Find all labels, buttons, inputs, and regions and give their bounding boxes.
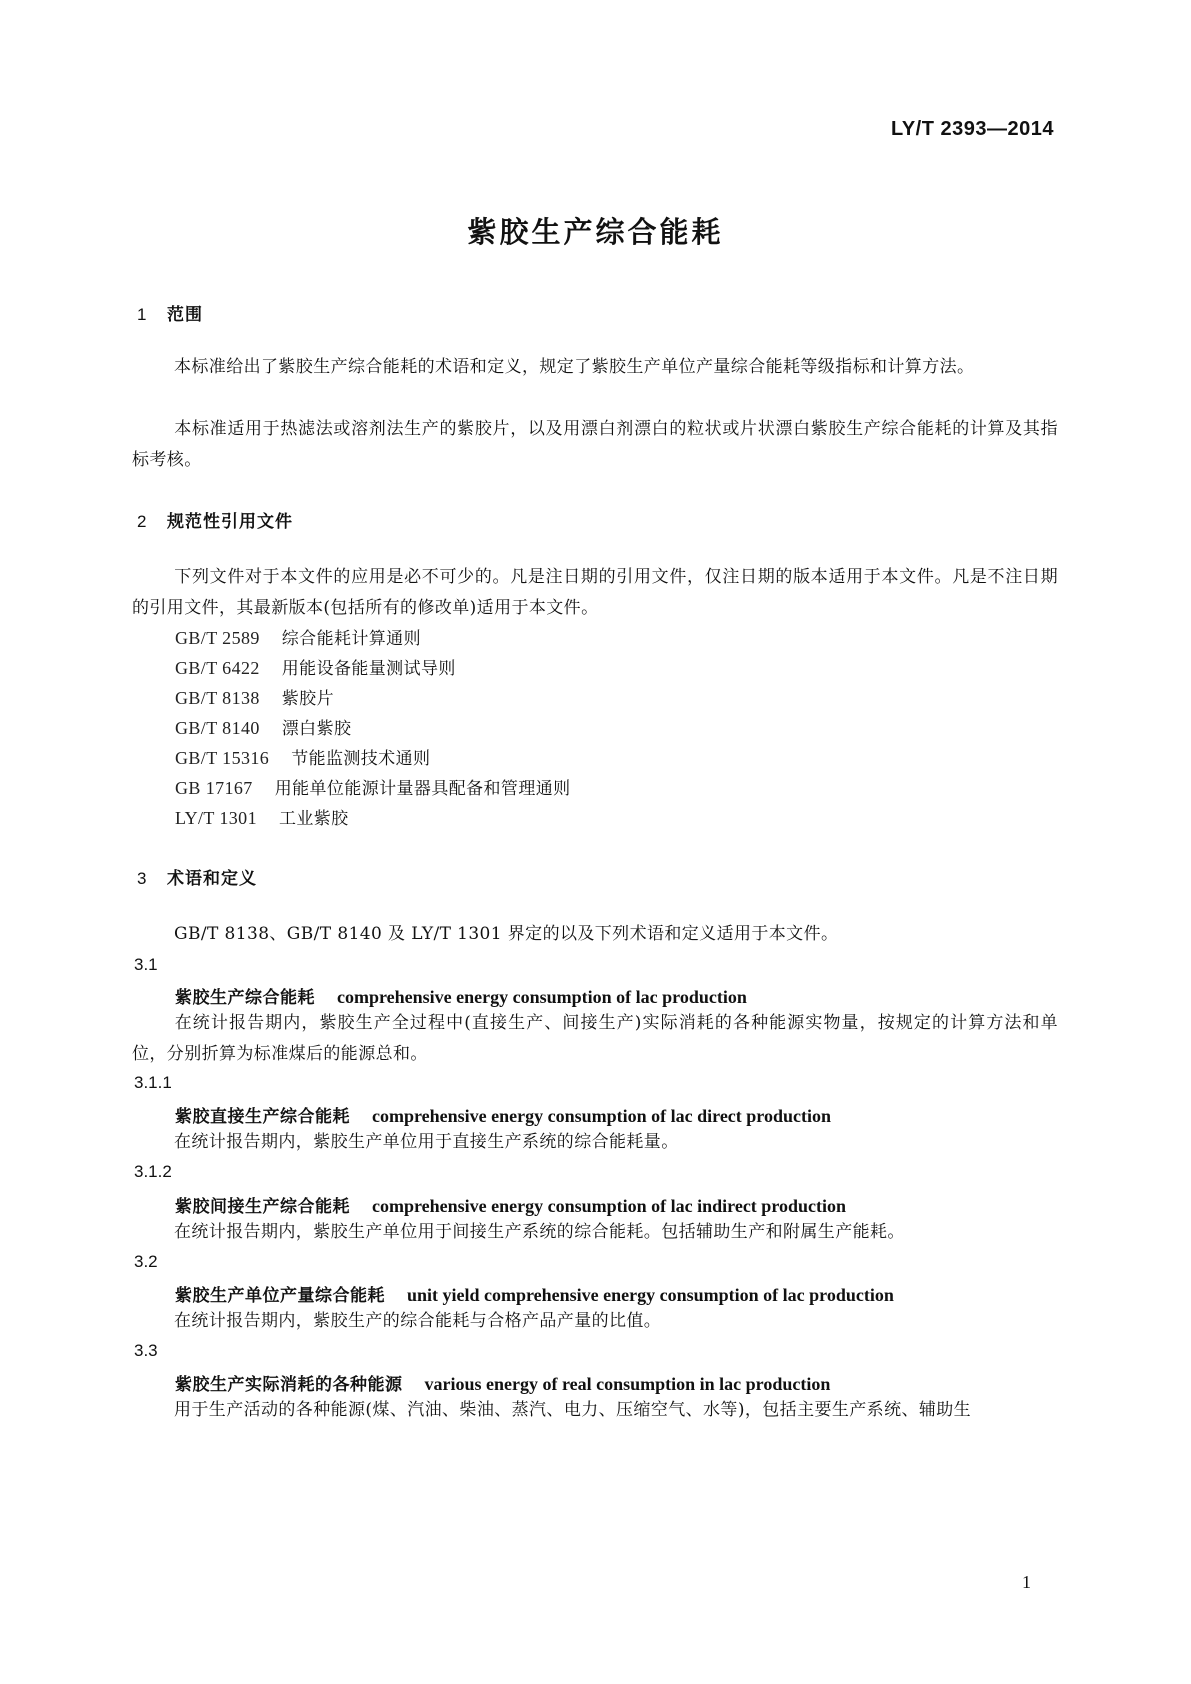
reference-item: LY/T 1301 工业紫胶 — [175, 808, 349, 829]
term-definition: 在统计报告期内，紫胶生产单位用于间接生产系统的综合能耗。包括辅助生产和附属生产能耗。 — [174, 1222, 905, 1242]
section-3-heading — [137, 864, 257, 889]
document-title: 紫胶生产综合能耗 — [467, 215, 724, 249]
standard-code: LY/T 2393—2014 — [890, 118, 1054, 140]
section-number: 2 — [137, 512, 148, 531]
reference-item: GB/T 2589 综合能耗计算通则 — [175, 628, 421, 649]
section-title: 术语和定义 — [167, 869, 257, 889]
term-definition: 在统计报告期内，紫胶生产单位用于直接生产系统的综合能耗量。 — [174, 1132, 679, 1152]
reference-item: GB/T 8138 紫胶片 — [175, 688, 334, 709]
term-title: 紫胶直接生产综合能耗 comprehensive energy consumption of lac direct production — [175, 1106, 831, 1127]
reference-item: GB/T 8140 漂白紫胶 — [175, 718, 352, 739]
section-number: 3 — [137, 869, 148, 888]
section-title: 范围 — [167, 305, 203, 325]
section-2-heading — [137, 507, 293, 532]
term-number: 3.1.1 — [134, 1073, 172, 1092]
term-title: 紫胶生产单位产量综合能耗 unit yield comprehensive energy consumption of lac production — [175, 1285, 894, 1306]
term-title: 紫胶间接生产综合能耗 comprehensive energy consumption of lac indirect production — [175, 1196, 846, 1217]
section-2-intro: 下列文件对于本文件的应用是必不可少的。凡是注日期的引用文件，仅注日期的版本适用于本文件。凡是不注日期的引用文件，其最新版本(包括所有的修改单)适用于本文件。 — [132, 567, 1058, 618]
term-title: 紫胶生产实际消耗的各种能源 various energy of real consumption in lac production — [175, 1374, 831, 1395]
section-1-paragraph-1: 本标准给出了紫胶生产综合能耗的术语和定义，规定了紫胶生产单位产量综合能耗等级指标和计算方法。 — [174, 357, 975, 377]
term-title: 紫胶生产综合能耗 comprehensive energy consumption of lac production — [175, 987, 747, 1008]
reference-item: GB 17167 用能单位能源计量器具配备和管理通则 — [175, 778, 571, 799]
term-number: 3.1.2 — [134, 1162, 172, 1181]
term-number: 3.2 — [134, 1252, 158, 1271]
reference-item: GB/T 15316 节能监测技术通则 — [175, 748, 431, 769]
term-definition: 在统计报告期内，紫胶生产全过程中(直接生产、间接生产)实际消耗的各种能源实物量，按规定的计算方法和单位，分别折算为标准煤后的能源总和。 — [132, 1013, 1058, 1064]
section-1-heading — [137, 300, 203, 325]
term-definition: 在统计报告期内，紫胶生产的综合能耗与合格产品产量的比值。 — [174, 1311, 662, 1331]
reference-item: GB/T 6422 用能设备能量测试导则 — [175, 658, 456, 679]
section-3-intro: GB/T 8138、GB/T 8140 及 LY/T 1301 界定的以及下列术语和定义适用于本文件。 — [174, 924, 839, 944]
section-1-paragraph-2: 本标准适用于热滤法或溶剂法生产的紫胶片，以及用漂白剂漂白的粒状或片状漂白紫胶生产综合能耗的计算及其指标考核。 — [132, 419, 1058, 470]
section-title: 规范性引用文件 — [167, 512, 293, 532]
term-number: 3.3 — [134, 1341, 158, 1360]
term-definition: 用于生产活动的各种能源(煤、汽油、柴油、蒸汽、电力、压缩空气、水等)，包括主要生产系统、辅助生 — [174, 1400, 972, 1420]
section-number: 1 — [137, 305, 148, 324]
page-number: 1 — [1022, 1572, 1031, 1592]
term-number: 3.1 — [134, 955, 158, 974]
